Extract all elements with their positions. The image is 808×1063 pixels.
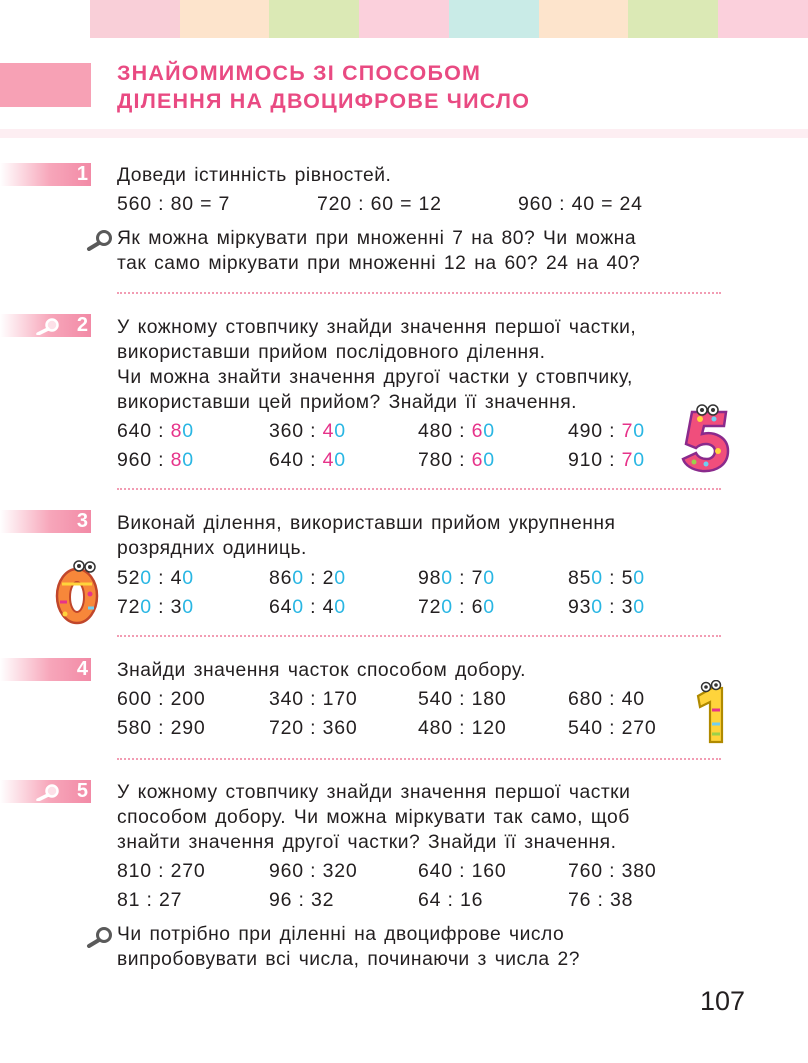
division-item: 720 : 360 — [269, 717, 358, 739]
division-item: 680 : 40 — [568, 688, 645, 710]
division-item: 96 : 32 — [269, 889, 335, 911]
color-block — [269, 0, 359, 38]
dotted-divider — [117, 488, 721, 490]
color-block — [718, 0, 808, 38]
task-5-text — [117, 780, 717, 855]
division-item: 910 : 70 — [568, 449, 645, 471]
task-4-line: Знайди значення часток способом добору. — [117, 660, 526, 681]
color-block — [628, 0, 718, 38]
task-2-number: 2 — [76, 314, 88, 336]
division-item: 720 : 30 — [117, 596, 194, 618]
task-5-row-2 — [117, 886, 717, 915]
task-1-equalities — [117, 190, 717, 219]
task-5-row-1 — [117, 857, 717, 886]
task-1-text — [117, 163, 717, 188]
color-block — [180, 0, 270, 38]
dotted-divider — [117, 635, 721, 637]
division-item: 850 : 50 — [568, 567, 645, 589]
task-1-number-bar — [0, 163, 91, 186]
division-item: 480 : 60 — [418, 420, 495, 442]
division-item: 960 : 320 — [269, 860, 358, 882]
task-5-line: способом добору. Чи можна міркувати так само, щоб — [117, 807, 630, 828]
title-line-1: ЗНАЙОМИМОСЬ ЗІ СПОСОБОМ — [117, 61, 482, 85]
task-5-question — [117, 922, 717, 972]
task-2-line: використавши прийом послідовного ділення. — [117, 342, 546, 363]
task-4-text — [117, 658, 717, 683]
magnifier-icon — [33, 783, 63, 801]
task-4-row-1 — [117, 685, 717, 714]
division-item: 64 : 16 — [418, 889, 484, 911]
task-2-row-1 — [117, 417, 717, 446]
task-2-line: використавши цей прийом? Знайди її значення. — [117, 392, 578, 413]
question-line: Чи потрібно при діленні на двоцифрове число — [117, 924, 565, 945]
division-item: 520 : 40 — [117, 567, 194, 589]
task-4-number-bar — [0, 658, 91, 681]
task-2-row-2 — [117, 446, 717, 475]
task-3-line: розрядних одиниць. — [117, 538, 307, 559]
question-line: так само міркувати при множенні 12 на 60? 24 на 40? — [117, 253, 641, 274]
top-color-bar — [0, 0, 808, 38]
task-3-number: 3 — [76, 510, 88, 532]
division-item: 810 : 270 — [117, 860, 206, 882]
color-block — [0, 0, 90, 38]
division-item: 960 : 80 — [117, 449, 194, 471]
task-2-line: У кожному стовпчику знайди значення першої частки, — [117, 317, 637, 338]
number-zero-character-illustration — [52, 558, 104, 626]
task-3-text — [117, 511, 717, 561]
task-4-number: 4 — [76, 658, 88, 680]
task-5-line: У кожному стовпчику знайди значення першої частки — [117, 782, 631, 803]
color-block — [539, 0, 629, 38]
page-title — [117, 59, 717, 115]
title-divider — [0, 129, 808, 138]
division-item: 600 : 200 — [117, 688, 206, 710]
task-5-line: знайти значення другої частки? Знайди її значення. — [117, 832, 617, 853]
division-item: 640 : 40 — [269, 449, 346, 471]
equality: 720 : 60 = 12 — [317, 193, 442, 215]
division-item: 540 : 270 — [568, 717, 657, 739]
task-5-number: 5 — [76, 780, 88, 802]
task-3-line: Виконай ділення, використавши прийом укрупнення — [117, 513, 616, 534]
division-item: 76 : 38 — [568, 889, 634, 911]
task-1-line: Доведи істинність рівностей. — [117, 165, 392, 186]
dotted-divider — [117, 758, 721, 760]
division-item: 540 : 180 — [418, 688, 507, 710]
division-item: 860 : 20 — [269, 567, 346, 589]
equality: 960 : 40 = 24 — [518, 193, 643, 215]
division-item: 640 : 40 — [269, 596, 346, 618]
task-2-number-bar — [0, 314, 91, 337]
division-item: 580 : 290 — [117, 717, 206, 739]
task-1-question — [117, 226, 717, 276]
magnifier-icon — [33, 317, 63, 335]
task-2-text — [117, 315, 717, 415]
task-2-line: Чи можна знайти значення другої частки у стовпчику, — [117, 367, 633, 388]
task-1-number: 1 — [76, 163, 88, 185]
division-item: 760 : 380 — [568, 860, 657, 882]
magnifier-icon — [86, 229, 114, 251]
color-block — [359, 0, 449, 38]
number-one-character-illustration — [690, 680, 730, 744]
task-3-row-2 — [117, 593, 717, 622]
division-item: 340 : 170 — [269, 688, 358, 710]
task-4-row-2 — [117, 714, 717, 743]
dotted-divider — [117, 292, 721, 294]
color-block — [90, 0, 180, 38]
division-item: 81 : 27 — [117, 889, 183, 911]
division-item: 640 : 80 — [117, 420, 194, 442]
number-five-character-illustration — [680, 404, 734, 474]
task-5-number-bar — [0, 780, 91, 803]
question-line: випробовувати всі числа, починаючи з числа 2? — [117, 949, 580, 970]
division-item: 490 : 70 — [568, 420, 645, 442]
division-item: 930 : 30 — [568, 596, 645, 618]
task-3-row-1 — [117, 564, 717, 593]
page-number: 107 — [700, 986, 746, 1016]
division-item: 360 : 40 — [269, 420, 346, 442]
title-strip — [0, 63, 91, 107]
color-block — [449, 0, 539, 38]
question-line: Як можна міркувати при множенні 7 на 80? Чи можна — [117, 228, 637, 249]
equality: 560 : 80 = 7 — [117, 193, 231, 215]
division-item: 480 : 120 — [418, 717, 507, 739]
division-item: 640 : 160 — [418, 860, 507, 882]
division-item: 980 : 70 — [418, 567, 495, 589]
task-3-number-bar — [0, 510, 91, 533]
division-item: 780 : 60 — [418, 449, 495, 471]
division-item: 720 : 60 — [418, 596, 495, 618]
magnifier-icon — [86, 926, 114, 948]
title-line-2: ДІЛЕННЯ НА ДВОЦИФРОВЕ ЧИСЛО — [117, 89, 531, 113]
